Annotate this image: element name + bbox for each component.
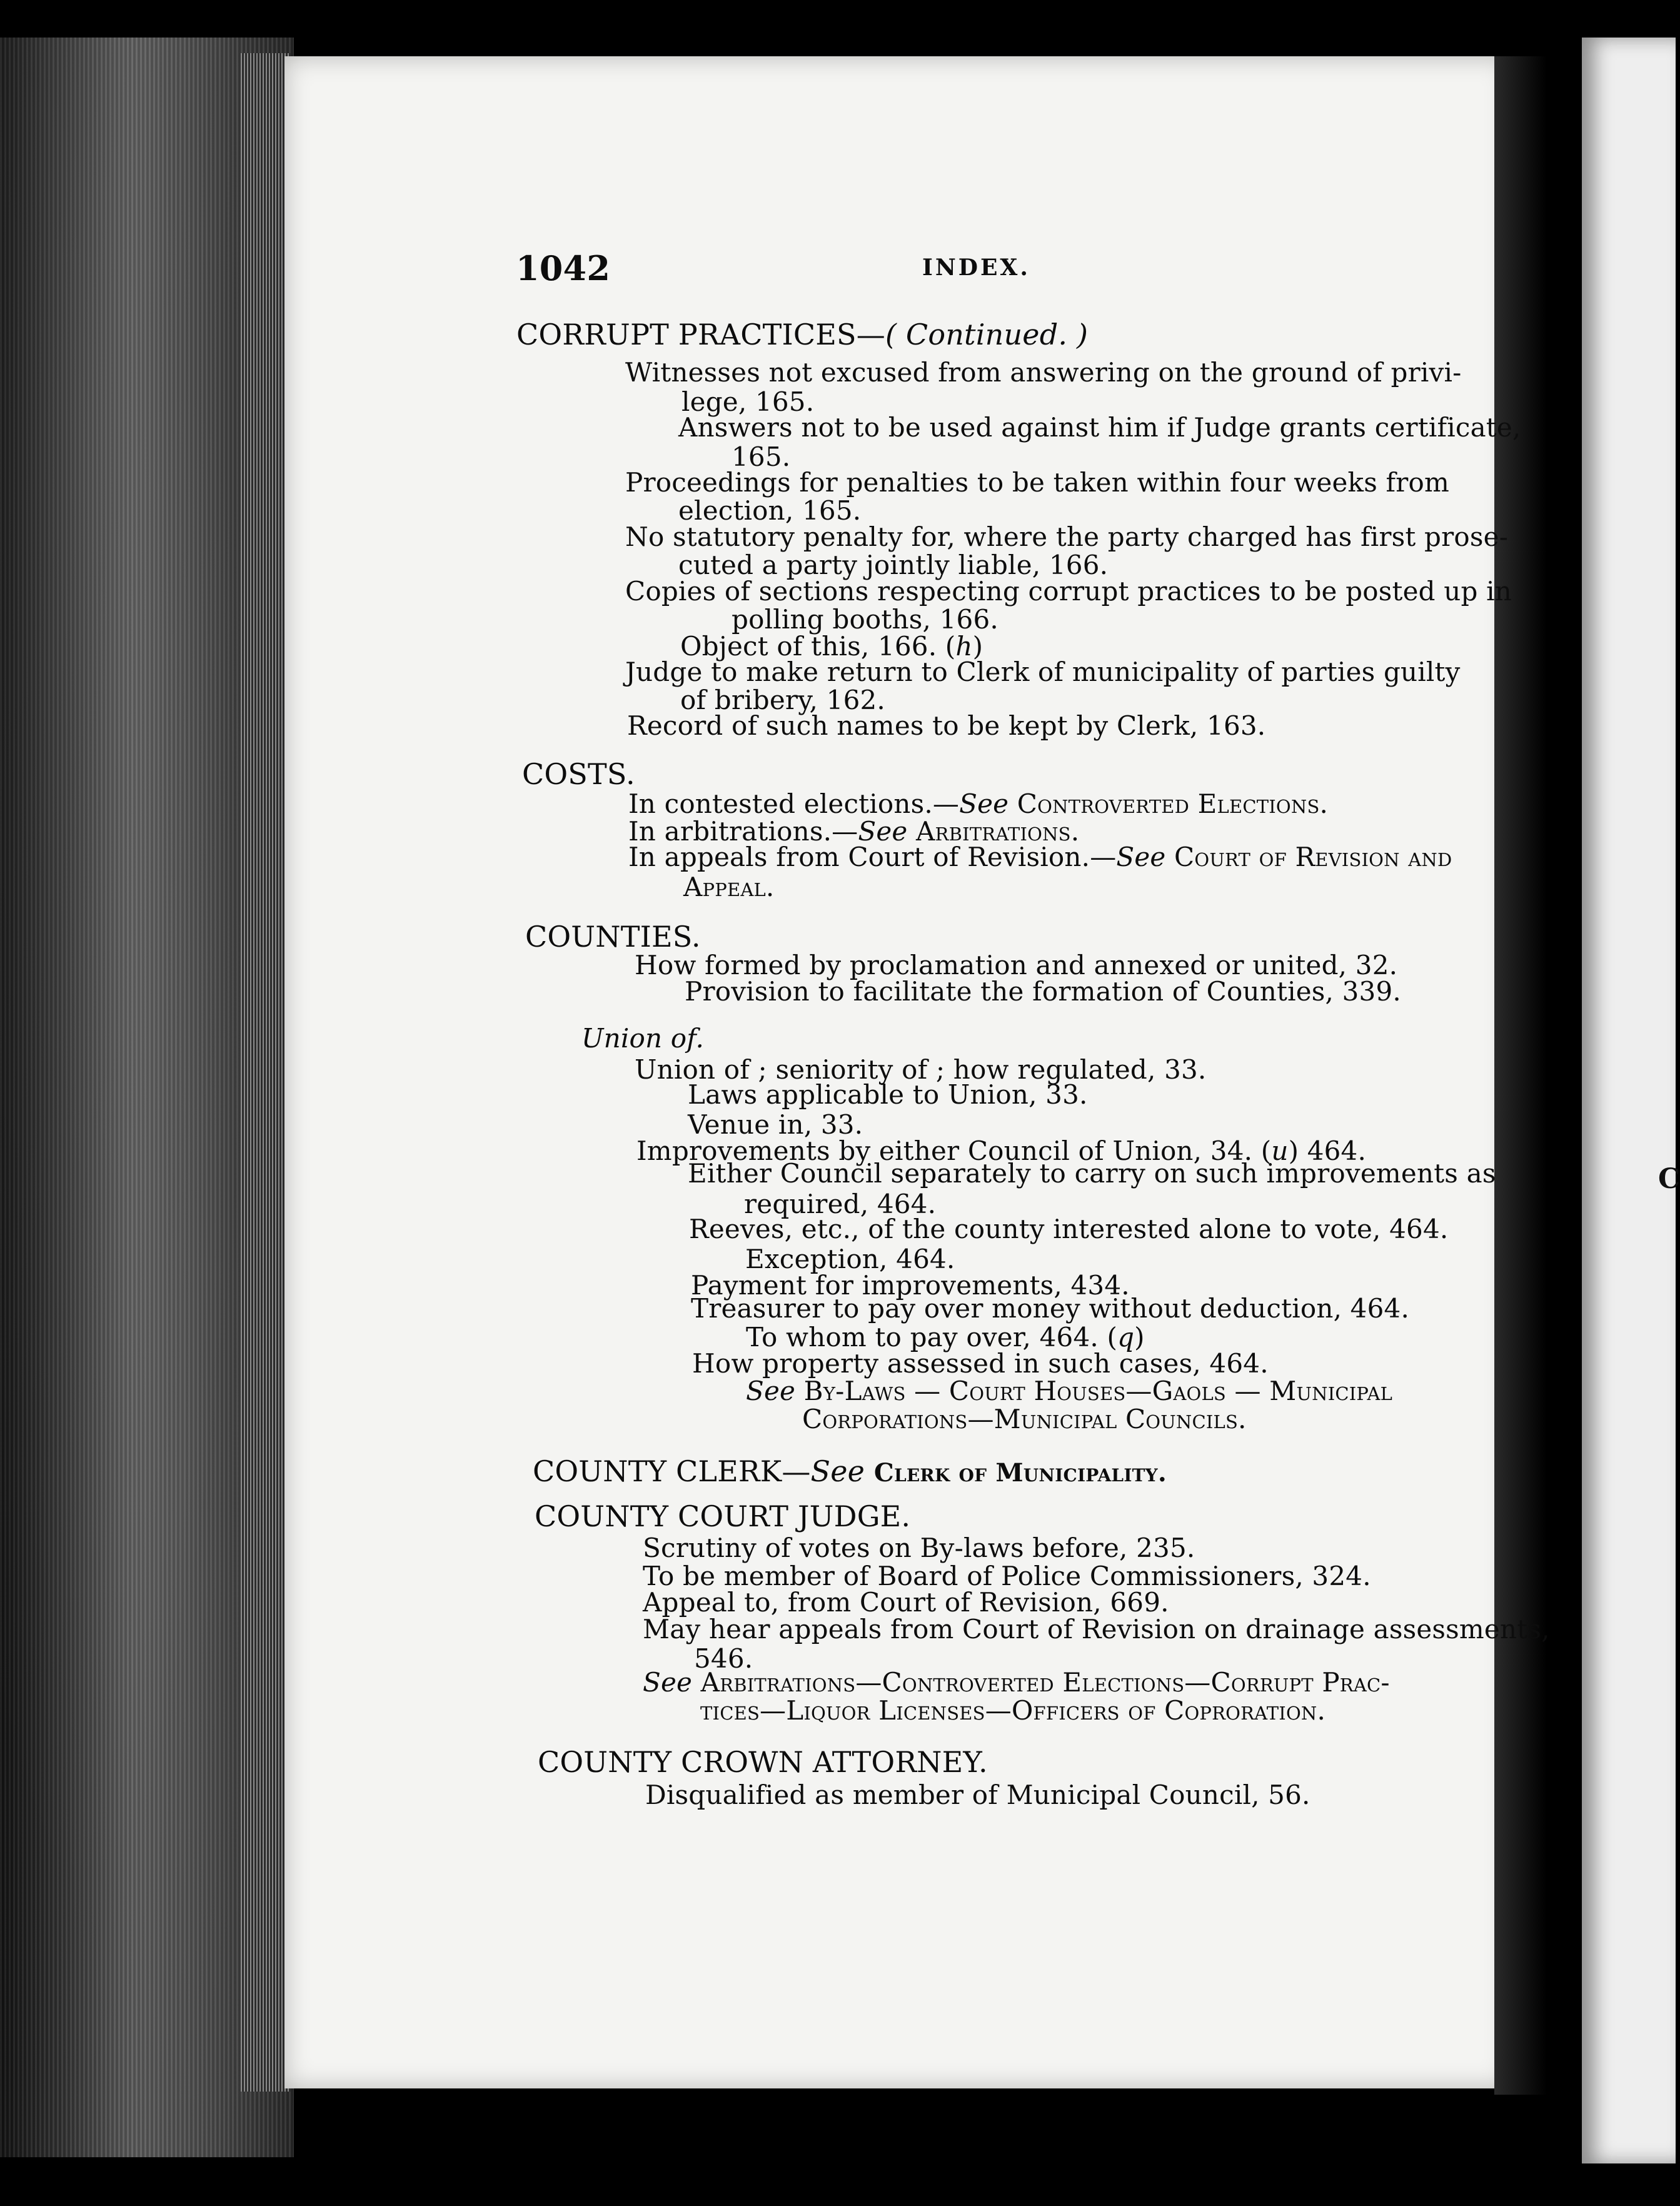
index-line: cuted a party jointly liable, 166. <box>678 550 1109 580</box>
index-line: Reeves, etc., of the county interested alone to vote, 464. <box>689 1214 1449 1244</box>
index-line: Payment for improvements, 434. <box>691 1270 1130 1301</box>
index-line: Improvements by either Council of Union, 34. (u) 464. <box>636 1136 1367 1166</box>
entry-heading-corrupt-practices: CORRUPT PRACTICES—( Continued. ) <box>516 318 1089 351</box>
entry-heading-costs: COSTS. <box>522 757 635 791</box>
running-head: INDEX. <box>922 254 1030 281</box>
index-line: Treasurer to pay over money without deduction, 464. <box>691 1293 1409 1324</box>
page-edges <box>241 53 291 2092</box>
index-line: lege, 165. <box>682 386 815 417</box>
index-line: Object of this, 166. (h) <box>680 631 983 662</box>
index-line: Record of such names to be kept by Clerk, 163. <box>627 710 1266 741</box>
index-line: To be member of Board of Police Commissioners, 324. <box>643 1561 1371 1591</box>
subheading-union-of: Union of. <box>581 1023 705 1054</box>
index-line: Corporations—Municipal Councils. <box>802 1404 1247 1434</box>
index-line: Scrutiny of votes on By-laws before, 235. <box>643 1533 1195 1563</box>
index-line: In arbitrations.—See Arbitrations. <box>628 816 1080 847</box>
index-line: Copies of sections respecting corrupt practices to be posted up in <box>625 576 1512 607</box>
index-line: Proceedings for penalties to be taken within four weeks from <box>625 467 1450 498</box>
index-line: of bribery, 162. <box>680 685 885 715</box>
continued-note: ( Continued. ) <box>885 318 1089 351</box>
index-line: Judge to make return to Clerk of municipality of parties guilty <box>625 657 1461 687</box>
index-line: In contested elections.—See Controverted Elections. <box>628 788 1329 819</box>
index-line: Answers not to be used against him if Judge grants certificate, <box>678 412 1521 443</box>
book-gutter <box>1494 56 1582 2095</box>
index-line: Laws applicable to Union, 33. <box>688 1079 1088 1110</box>
index-line: 546. <box>694 1643 753 1674</box>
index-line: Venue in, 33. <box>688 1109 863 1140</box>
index-line: Provision to facilitate the formation of Counties, 339. <box>685 976 1401 1007</box>
index-line: 165. <box>732 441 791 472</box>
page-number: 1042 <box>516 248 611 288</box>
entry-heading-counties: COUNTIES. <box>525 920 701 954</box>
index-line: polling booths, 166. <box>732 604 998 635</box>
index-line: election, 165. <box>678 495 862 526</box>
facing-page-letter: C <box>1658 1163 1680 1195</box>
index-line: Disqualified as member of Municipal Council, 56. <box>645 1780 1310 1810</box>
index-line: Either Council separately to carry on such improvements as <box>688 1158 1496 1189</box>
index-line: Exception, 464. <box>745 1244 955 1274</box>
index-line: tices—Liquor Licenses—Officers of Coproration. <box>700 1695 1326 1726</box>
index-line: How formed by proclamation and annexed or united, 32. <box>635 950 1398 980</box>
entry-heading-county-clerk: COUNTY CLERK—See Clerk of Municipality. <box>533 1454 1167 1488</box>
index-line: See Arbitrations—Controverted Elections—Corrupt Prac- <box>643 1667 1390 1698</box>
index-line: How property assessed in such cases, 464. <box>692 1348 1269 1379</box>
facing-page <box>1582 38 1676 2163</box>
index-line: Witnesses not excused from answering on the ground of privi- <box>625 357 1462 388</box>
index-line: In appeals from Court of Revision.—See Court of Revision and <box>628 842 1452 872</box>
entry-heading-county-crown-attorney: COUNTY CROWN ATTORNEY. <box>538 1745 988 1779</box>
index-line: Appeal. <box>683 872 775 902</box>
index-line: See By-Laws — Court Houses—Gaols — Municipal <box>746 1376 1393 1406</box>
index-line: required, 464. <box>744 1189 937 1219</box>
index-line: To whom to pay over, 464. (q) <box>746 1322 1145 1352</box>
index-line: Appeal to, from Court of Revision, 669. <box>643 1587 1169 1618</box>
index-line: May hear appeals from Court of Revision on drainage assessments, <box>643 1614 1550 1644</box>
index-line: Union of ; seniority of ; how regulated, 33. <box>635 1054 1207 1085</box>
index-line: No statutory penalty for, where the party charged has first prose- <box>625 521 1509 552</box>
entry-heading-county-court-judge: COUNTY COURT JUDGE. <box>535 1499 911 1533</box>
